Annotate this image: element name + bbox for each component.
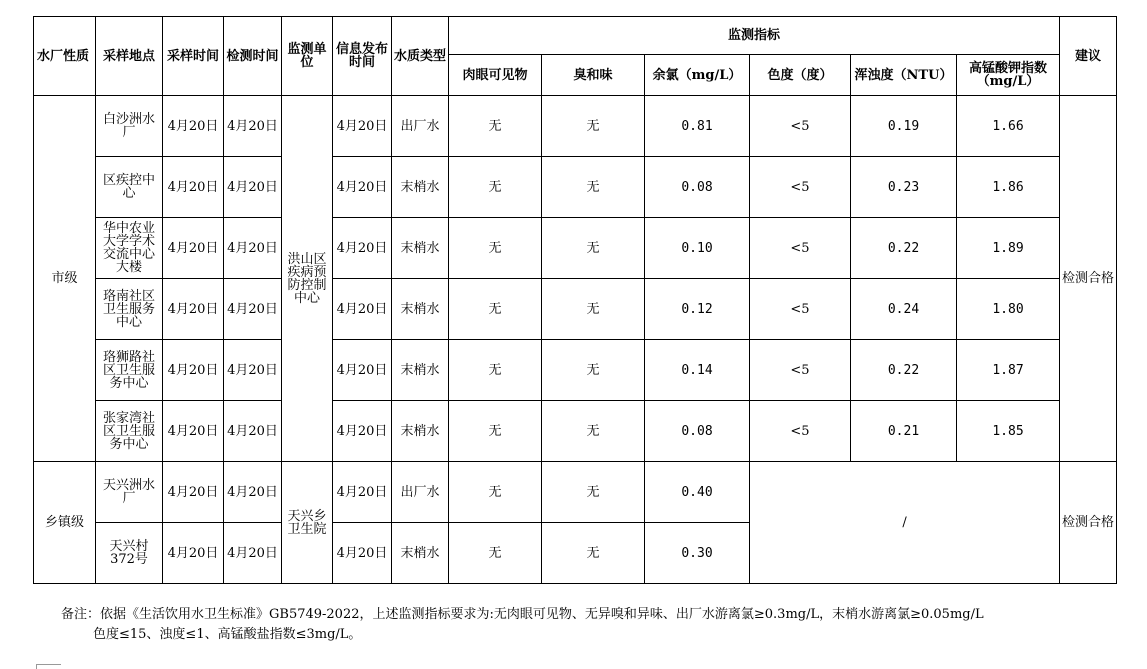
site-cell: 区疾控中心 [96,157,163,218]
header-advice: 建议 [1060,17,1117,96]
turbidity-cell: 0.22 [851,218,957,279]
header-water-type: 水质类型 [392,17,449,96]
turbidity-cell: 0.22 [851,340,957,401]
sample-time-cell: 4月20日 [163,523,224,584]
site-cell: 张家湾社区卫生服务中心 [96,401,163,462]
water-type-cell: 末梢水 [392,340,449,401]
site-cell: 白沙洲水厂 [96,96,163,157]
header-publish-time: 信息发布时间 [333,17,392,96]
chlorine-cell: 0.10 [645,218,750,279]
header-visible: 肉眼可见物 [449,55,542,96]
color-cell: <5 [750,157,851,218]
header-unit: 监测单位 [282,17,333,96]
header-indicators: 监测指标 [449,17,1060,55]
site-cell: 珞狮路社区卫生服务中心 [96,340,163,401]
visible-cell: 无 [449,157,542,218]
turbidity-cell: 0.23 [851,157,957,218]
chlorine-cell: 0.08 [645,401,750,462]
water-type-cell: 末梢水 [392,218,449,279]
visible-cell: 无 [449,96,542,157]
table-row [34,401,1117,462]
header-kmno4: 高锰酸钾指数（mg/L） [957,55,1060,96]
table-row [34,218,1117,279]
header-plant-type: 水厂性质 [34,17,96,96]
visible-cell: 无 [449,401,542,462]
water-type-cell: 末梢水 [392,157,449,218]
chlorine-cell: 0.14 [645,340,750,401]
publish-time-cell: 4月20日 [333,401,392,462]
odor-cell: 无 [542,462,645,523]
sample-time-cell: 4月20日 [163,401,224,462]
test-time-cell: 4月20日 [224,340,282,401]
water-type-cell: 末梢水 [392,401,449,462]
water-type-cell: 出厂水 [392,462,449,523]
table-row [34,279,1117,340]
odor-cell: 无 [542,157,645,218]
water-type-cell: 出厂水 [392,96,449,157]
kmno4-cell: 1.80 [957,279,1060,340]
visible-cell: 无 [449,462,542,523]
header-site: 采样地点 [96,17,163,96]
test-time-cell: 4月20日 [224,401,282,462]
advice-cell: 检测合格 [1060,96,1117,462]
table-row [34,340,1117,401]
odor-cell: 无 [542,523,645,584]
odor-cell: 无 [542,279,645,340]
chlorine-cell: 0.12 [645,279,750,340]
table-row [34,462,1117,523]
header-turbidity: 浑浊度（NTU） [851,55,957,96]
table-row [34,96,1117,157]
water-quality-table [33,16,1117,584]
publish-time-cell: 4月20日 [333,462,392,523]
site-cell: 天兴洲水厂 [96,462,163,523]
test-time-cell: 4月20日 [224,218,282,279]
plant-type-cell: 市级 [34,96,96,462]
color-cell: <5 [750,96,851,157]
table-row [34,157,1117,218]
odor-cell: 无 [542,340,645,401]
visible-cell: 无 [449,340,542,401]
site-cell: 珞南社区卫生服务中心 [96,279,163,340]
footnote-line-2: 色度≤15、浊度≤1、高锰酸盐指数≤3mg/L。 [93,627,362,642]
merged-na-cell: / [750,462,1060,584]
page-corner-mark [36,664,61,669]
sample-time-cell: 4月20日 [163,96,224,157]
kmno4-cell: 1.66 [957,96,1060,157]
footnote [61,605,1121,645]
publish-time-cell: 4月20日 [333,523,392,584]
kmno4-cell: 1.87 [957,340,1060,401]
header-color: 色度（度） [750,55,851,96]
header-odor: 臭和味 [542,55,645,96]
odor-cell: 无 [542,218,645,279]
publish-time-cell: 4月20日 [333,279,392,340]
header-chlorine: 余氯（mg/L） [645,55,750,96]
kmno4-cell: 1.89 [957,218,1060,279]
odor-cell: 无 [542,401,645,462]
color-cell: <5 [750,340,851,401]
test-time-cell: 4月20日 [224,157,282,218]
test-time-cell: 4月20日 [224,96,282,157]
test-time-cell: 4月20日 [224,523,282,584]
water-type-cell: 末梢水 [392,279,449,340]
test-time-cell: 4月20日 [224,462,282,523]
sample-time-cell: 4月20日 [163,279,224,340]
chlorine-cell: 0.40 [645,462,750,523]
sample-time-cell: 4月20日 [163,462,224,523]
header-sample-time: 采样时间 [163,17,224,96]
color-cell: <5 [750,401,851,462]
publish-time-cell: 4月20日 [333,218,392,279]
publish-time-cell: 4月20日 [333,157,392,218]
plant-type-cell: 乡镇级 [34,462,96,584]
odor-cell: 无 [542,96,645,157]
visible-cell: 无 [449,279,542,340]
chlorine-cell: 0.08 [645,157,750,218]
unit-cell: 洪山区疾病预防控制中心 [282,96,333,462]
sample-time-cell: 4月20日 [163,340,224,401]
sample-time-cell: 4月20日 [163,218,224,279]
test-time-cell: 4月20日 [224,279,282,340]
publish-time-cell: 4月20日 [333,96,392,157]
footnote-line-1: 备注：依据《生活饮用水卫生标准》GB5749-2022，上述监测指标要求为:无肉眼可见物、无异嗅和异味、出厂水游离氯≥0.3mg/L，末梢水游离氯≥0.05mg/L [61,607,984,622]
site-cell: 华中农业大学学术交流中心大楼 [96,218,163,279]
header-test-time: 检测时间 [224,17,282,96]
chlorine-cell: 0.30 [645,523,750,584]
water-type-cell: 末梢水 [392,523,449,584]
turbidity-cell: 0.19 [851,96,957,157]
chlorine-cell: 0.81 [645,96,750,157]
publish-time-cell: 4月20日 [333,340,392,401]
site-cell: 天兴村372号 [96,523,163,584]
visible-cell: 无 [449,218,542,279]
turbidity-cell: 0.21 [851,401,957,462]
color-cell: <5 [750,218,851,279]
advice-cell: 检测合格 [1060,462,1117,584]
sample-time-cell: 4月20日 [163,157,224,218]
kmno4-cell: 1.85 [957,401,1060,462]
visible-cell: 无 [449,523,542,584]
unit-cell: 天兴乡卫生院 [282,462,333,584]
kmno4-cell: 1.86 [957,157,1060,218]
turbidity-cell: 0.24 [851,279,957,340]
color-cell: <5 [750,279,851,340]
